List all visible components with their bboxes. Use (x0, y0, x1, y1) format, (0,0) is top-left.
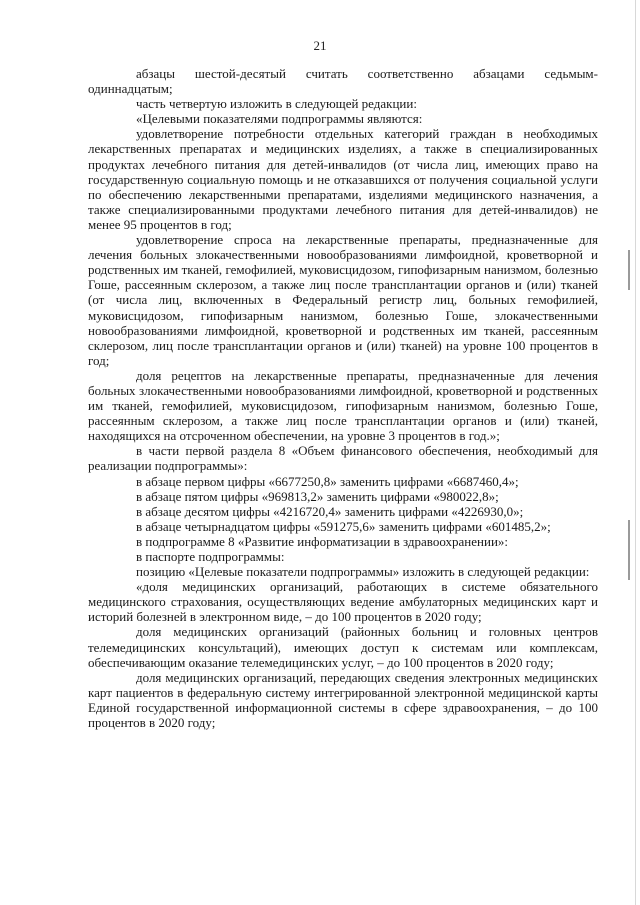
paragraph: в абзаце первом цифры «6677250,8» заменить цифрами «6687460,4»; (136, 473, 519, 489)
paragraph: «доля медицинских организаций, работающих в системе обязательного медицинского страхования, осуществляющих ведение амбулаторных медицинских карт и историй болезней в электронном виде, – до 100 процентов в 2020 году; (88, 579, 598, 625)
paragraph: доля медицинских организаций (районных больниц и головных центров телемедицинских консультаций), имеющих доступ к системам или комплексам, обеспечивающим оказание телемедицинских услуг, – до 100 процентов в 2020 году; (88, 624, 598, 670)
paragraph: удовлетворение потребности отдельных категорий граждан в необходимых лекарственных препаратах и медицинских изделиях, а также в специализированных продуктах лечебного питания для детей-инвалидов (от числа лиц, имеющих право на государственную социальную помощь и не отказавшихся от получения социальной услуги по обеспечению лекарственными препаратами, изделиями медицинского назначения, а также специализированными продуктами лечебного питания для детей-инвалидов) не менее 95 процентов в год; (88, 126, 598, 232)
paragraph: доля рецептов на лекарственные препараты, предназначенные для лечения больных злокачественными новообразованиями лимфоидной, кроветворной и родственных им тканей, гемофилией, муковисцидозом, гипофизарным нанизмом, болезнью Гоше, рассеянным склерозом, а также лиц после трансплантации органов и (или) тканей, находящихся на отсроченном обеспечении, на уровне 3 процентов в год.»; (88, 367, 598, 444)
paragraph: «Целевыми показателями подпрограммы являются: (136, 111, 423, 127)
paragraph: в части первой раздела 8 «Объем финансового обеспечения, необходимый для реализации подпрограммы»: (88, 443, 598, 474)
page-number: 21 (313, 38, 327, 53)
paragraph: доля медицинских организаций, передающих сведения электронных медицинских карт пациентов в федеральную систему интегрированной электронной медицинской карты Единой государственной информационной системы в сфере здравоохранения, – до 100 процентов в 2020 году; (88, 669, 598, 731)
paragraph: в абзаце пятом цифры «969813,2» заменить цифрами «980022,8»; (136, 488, 499, 504)
scan-edge-mark (628, 250, 630, 290)
paragraph: в подпрограмме 8 «Развитие информатизации в здравоохранении»: (136, 533, 509, 549)
paragraph: абзацы шестой-десятый считать соответственно абзацами седьмым-одиннадцатым; (88, 66, 598, 97)
paragraph: удовлетворение спроса на лекарственные препараты, предназначенные для лечения больных злокачественными новообразованиями лимфоидной, кроветворной и родственных им тканей, гемофилией, муковисцидозом, гипофизарным нанизмом, болезнью Гоше, рассеянным склерозом, а также лиц после трансплантации органов и (или) тканей (от числа лиц, включенных в Федеральный регистр лиц, больных гемофилией, муковисцидозом, гипофизарным нанизмом, болезнью Гоше, злокачественными новообразованиями лимфоидной, кроветворной и родственных им тканей, рассеянным склерозом, лиц после трансплантации органов и (или) тканей) на уровне 100 процентов в год; (88, 232, 598, 368)
paragraph: в паспорте подпрограммы: (136, 549, 285, 564)
paragraph: в абзаце десятом цифры «4216720,4» заменить цифрами «4226930,0»; (136, 503, 524, 519)
paragraph: позицию «Целевые показатели подпрограммы» изложить в следующей редакции: (136, 564, 590, 580)
paragraph: в абзаце четырнадцатом цифры «591275,6» заменить цифрами «601485,2»; (136, 518, 551, 534)
scan-edge-line (635, 0, 636, 905)
scan-edge-mark (628, 520, 630, 580)
paragraph: часть четвертую изложить в следующей редакции: (136, 96, 417, 112)
document-body (88, 66, 598, 730)
